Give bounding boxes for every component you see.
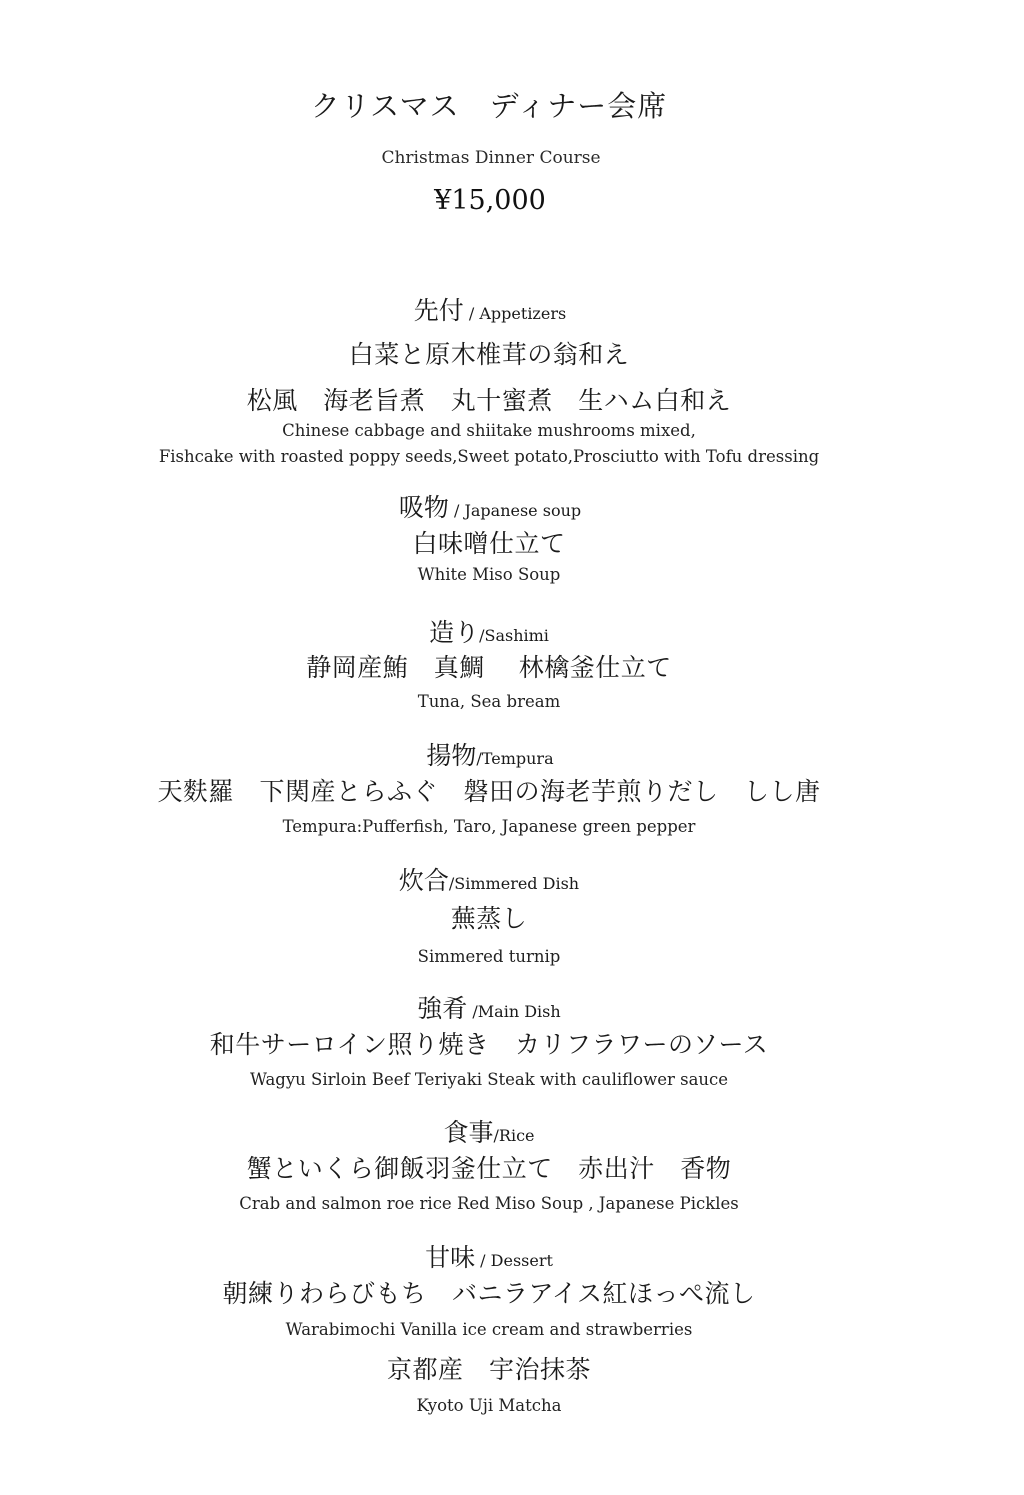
course-heading-rice [0,1120,1024,1145]
menu-title: クリスマス ディナー会席 [310,89,668,123]
dish-jp: 白菜と原木椎茸の翁和え [348,340,630,369]
menu-subtitle: Christmas Dinner Course [381,148,601,168]
course-heading-en: /Tempura [476,749,554,768]
course-heading-en: /Sashimi [479,626,549,645]
dish-jp: 天麩羅 下関産とらふぐ 磐田の海老芋煎りだし しし唐 [157,777,821,806]
dish-en: Tempura:Pufferfish, Taro, Japanese green pepper [282,817,696,836]
drink-jp: 京都産 宇治抹茶 [386,1355,591,1384]
dish-en: Simmered turnip [417,947,561,966]
course-heading-jp: 吸物 [398,493,449,522]
dish-en: White Miso Soup [417,565,561,584]
dish-jp: 和牛サーロイン照り焼き カリフラワーのソース [209,1030,769,1059]
dish-jp: 松風 海老旨煮 丸十蜜煮 生ハム白和え [246,386,732,415]
course-heading-soup [0,495,1024,520]
dish-jp: 蟹といくら御飯羽釜仕立て 赤出汁 香物 [246,1154,732,1183]
course-heading-tempura [0,743,1024,768]
course-heading-dessert [0,1245,1024,1270]
course-heading-en: /Main Dish [467,1002,561,1021]
course-heading-en: / Japanese soup [448,501,582,520]
price: ¥15,000 [434,185,546,216]
dish-jp: 白味噌仕立て [412,529,566,558]
dish-jp: 朝練りわらびもち バニラアイス紅ほっぺ流し [222,1279,756,1308]
dish-jp: 蕪蒸し [450,904,528,933]
dish-en: Chinese cabbage and shiitake mushrooms mixed, [282,421,696,440]
course-heading-en: / Dessert [475,1251,553,1270]
course-heading-simmered [0,868,1024,893]
dish-en: Wagyu Sirloin Beef Teriyaki Steak with cauliflower sauce [249,1070,729,1089]
course-heading-jp: 造り [429,618,480,647]
course-heading-en: /Rice [493,1126,535,1145]
course-heading-jp: 炊合 [398,866,449,895]
course-heading-en: /Simmered Dish [448,874,580,893]
course-heading-main [0,996,1024,1021]
drink-en: Kyoto Uji Matcha [416,1396,562,1415]
dish-jp: 静岡産鮪 真鯛 林檎釜仕立て [306,653,672,682]
dish-en: Tuna, Sea bream [417,692,561,711]
course-heading-jp: 食事 [443,1118,494,1147]
course-heading-jp: 揚物 [426,741,477,770]
course-heading-jp: 甘味 [425,1243,476,1272]
course-heading-en: / Appetizers [463,304,567,323]
dish-en: Crab and salmon roe rice Red Miso Soup , Japanese Pickles [239,1194,739,1213]
course-heading-jp: 先付 [413,296,464,325]
dish-en: Fishcake with roasted poppy seeds,Sweet potato,Prosciutto with Tofu dressing [158,447,820,466]
course-heading-sashimi [0,620,1024,645]
course-heading-appetizers [0,298,1024,323]
dish-en: Warabimochi Vanilla ice cream and strawberries [285,1320,693,1339]
course-heading-jp: 強肴 [417,994,468,1023]
